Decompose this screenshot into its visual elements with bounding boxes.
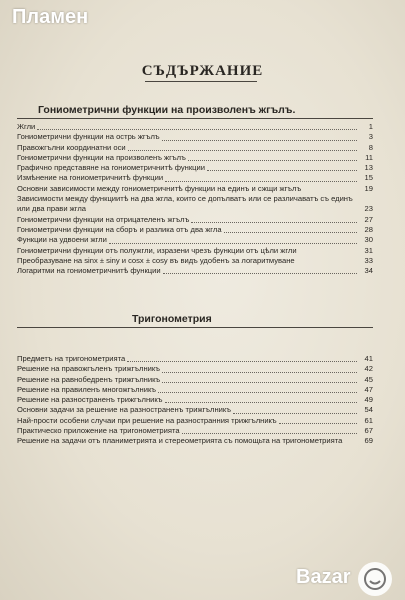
toc-entry: Решение на задачи отъ планиметрията и стереометрията съ помощьта на тригонометрията 69	[17, 436, 373, 446]
toc-entry: Практическо приложение на тригонометрията 67	[17, 426, 373, 436]
section-heading-trigonometry: Тригонометрия	[132, 313, 212, 325]
toc-entry: Гониометрични функции на произволенъ жгълъ 11	[17, 152, 373, 162]
section-heading-goniometry: Гониометрични функции на произволенъ жгълъ.	[38, 104, 296, 116]
watermark-brand	[12, 6, 88, 29]
toc-entry: Логаритми на гониометричнитѣ функции 34	[17, 266, 373, 276]
toc-entry: Правожгълни координатни оси 8	[17, 142, 373, 152]
smile-icon	[364, 568, 386, 590]
toc-entry: Основни зависимости между гониометричнитѣ функции на единъ и сжщи жгълъ 19	[17, 183, 373, 193]
toc-list-goniometry	[17, 122, 373, 276]
toc-entry: Решение на правожгъленъ трижгълникъ 42	[17, 364, 373, 374]
toc-entry: Жгли 1	[17, 122, 373, 131]
toc-entry: Решение на равнобедренъ трижгълникъ 45	[17, 374, 373, 384]
toc-entry: Предметъ на тригонометрията 41	[17, 354, 373, 363]
title-underline	[145, 81, 257, 82]
toc-entry: Гониометрични функции на сборъ и разлика отъ два жгла 28	[17, 224, 373, 234]
toc-list-trigonometry	[17, 354, 373, 447]
watermark-logo-icon	[358, 562, 392, 596]
toc-entry: Зависимости между функциитѣ на два жгла, които се допълватъ или се различаватъ съ единъ или два прави жгла 23	[17, 194, 373, 214]
toc-entry: Най-прости особени случаи при решение на разностранния трижгълникъ 61	[17, 415, 373, 425]
watermark-brand-text: Пламен	[12, 6, 89, 28]
toc-entry: Гониометрични функции отъ полужгли, изразени чрезъ функции отъ цѣли жгли 31	[17, 245, 373, 255]
section-rule-trigonometry	[17, 327, 373, 328]
toc-entry: Гониометрични функции на острь жгълъ 3	[17, 132, 373, 142]
toc-entry: Основни задачи за решение на разностраненъ трижгълникъ 54	[17, 405, 373, 415]
toc-entry: Решение на разностраненъ трижгълникъ 49	[17, 395, 373, 405]
toc-entry: Измѣнение на гониометричнитѣ функции 15	[17, 173, 373, 183]
section-rule-goniometry	[17, 118, 373, 119]
toc-entry: Преобразуване на sinx ± siny и cosx ± cosy въ видъ удобенъ за логаритмуване 33	[17, 255, 373, 265]
toc-entry: Функции на удвоени жгли 30	[17, 235, 373, 245]
toc-entry: Графично представяне на гониометричнитѣ функции 13	[17, 163, 373, 173]
page-title: СЪДЪРЖАНИЕ	[141, 63, 264, 79]
toc-entry: Гониометрични функции на отрицателенъ жгълъ 27	[17, 214, 373, 224]
toc-entry: Решение на правиленъ многожгълникъ 47	[17, 384, 373, 394]
watermark-bottom-text: Bazar	[296, 566, 351, 588]
